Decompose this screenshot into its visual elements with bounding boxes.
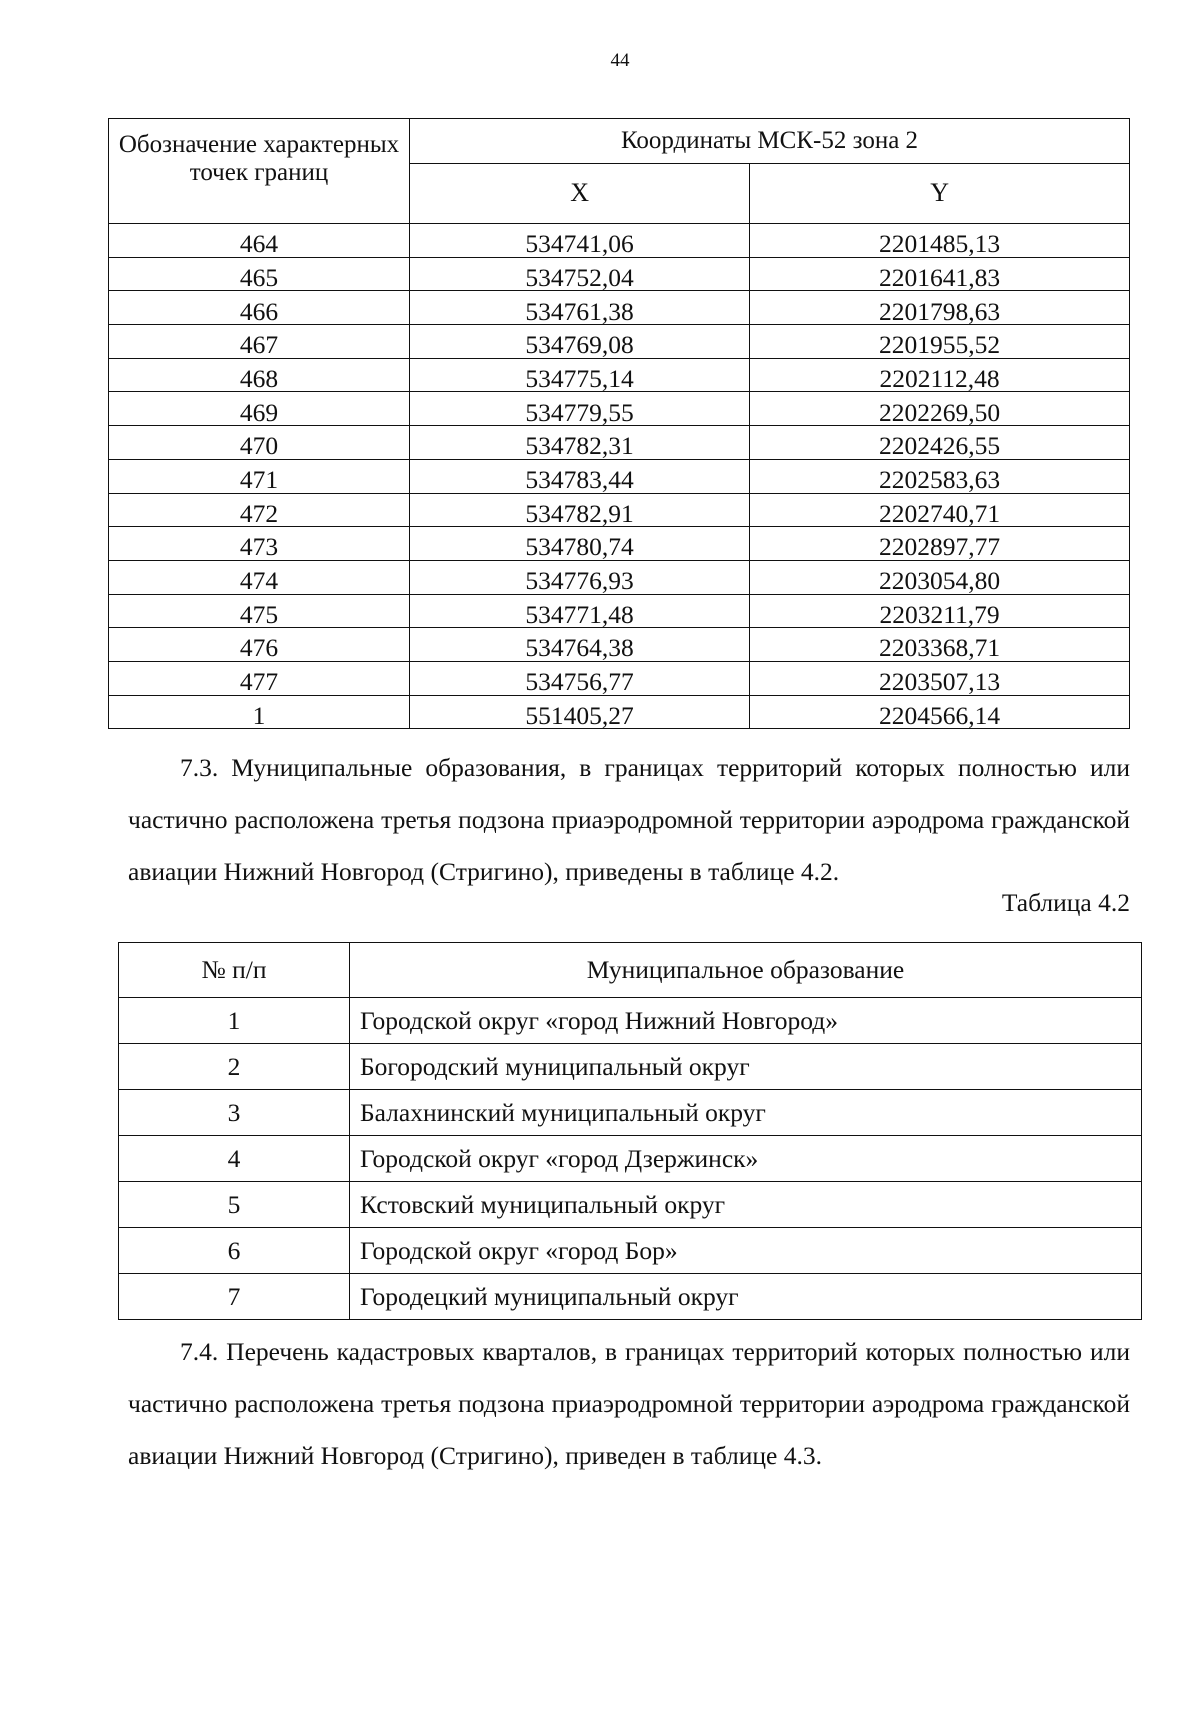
- row-number: 2: [119, 1044, 350, 1090]
- y-cell: 2201798,63: [750, 291, 1130, 325]
- point-cell: 475: [109, 594, 410, 628]
- table-row: [119, 998, 1142, 1044]
- header-municipality: Муниципальное образование: [350, 943, 1142, 998]
- y-cell: 2202269,50: [750, 392, 1130, 426]
- table-row: [109, 560, 1130, 594]
- table-row: [109, 257, 1130, 291]
- municipality-name: Городской округ «город Бор»: [350, 1228, 1142, 1274]
- x-cell: 534776,93: [410, 560, 750, 594]
- table-row: [119, 1274, 1142, 1320]
- x-cell: 534779,55: [410, 392, 750, 426]
- header-coordinates: Координаты МСК-52 зона 2: [410, 119, 1130, 164]
- header-number: № п/п: [119, 943, 350, 998]
- point-cell: 469: [109, 392, 410, 426]
- y-cell: 2202740,71: [750, 493, 1130, 527]
- table-row: [109, 426, 1130, 460]
- paragraph-7-3-text: 7.3. Муниципальные образования, в границах территорий которых полностью или частично расположена третья подзона приаэродромной территории аэродрома гражданской авиации Нижний Новгород (Стригино), приведены в таблице 4.2.: [128, 753, 1130, 886]
- table-row: [119, 1044, 1142, 1090]
- y-cell: 2202426,55: [750, 426, 1130, 460]
- table-row: [109, 493, 1130, 527]
- table-row: [109, 594, 1130, 628]
- y-cell: 2201955,52: [750, 325, 1130, 359]
- y-cell: 2202583,63: [750, 459, 1130, 493]
- header-y: Y: [750, 163, 1130, 224]
- table-row: [109, 459, 1130, 493]
- row-number: 5: [119, 1182, 350, 1228]
- y-cell: 2203054,80: [750, 560, 1130, 594]
- x-cell: 534741,06: [410, 224, 750, 258]
- x-cell: 534783,44: [410, 459, 750, 493]
- table-row: [109, 325, 1130, 359]
- x-cell: 534780,74: [410, 527, 750, 561]
- table-row: [109, 224, 1130, 258]
- municipal-table-body: [119, 998, 1142, 1320]
- x-cell: 551405,27: [410, 695, 750, 729]
- y-cell: 2201641,83: [750, 257, 1130, 291]
- y-cell: 2203507,13: [750, 661, 1130, 695]
- y-cell: 2202897,77: [750, 527, 1130, 561]
- coordinates-table-body: [109, 224, 1130, 729]
- paragraph-7-4: [128, 1326, 1130, 1482]
- y-cell: 2203368,71: [750, 628, 1130, 662]
- header-x: X: [410, 163, 750, 224]
- x-cell: 534756,77: [410, 661, 750, 695]
- point-cell: 476: [109, 628, 410, 662]
- table-row: [119, 1090, 1142, 1136]
- point-cell: 468: [109, 358, 410, 392]
- point-cell: 466: [109, 291, 410, 325]
- row-number: 6: [119, 1228, 350, 1274]
- page-number: 44: [610, 50, 630, 71]
- y-cell: 2201485,13: [750, 224, 1130, 258]
- table-row: [109, 392, 1130, 426]
- y-cell: 2204566,14: [750, 695, 1130, 729]
- table-row: [119, 1228, 1142, 1274]
- x-cell: 534764,38: [410, 628, 750, 662]
- table-caption: Таблица 4.2: [1001, 888, 1130, 917]
- municipality-name: Балахнинский муниципальный округ: [350, 1090, 1142, 1136]
- table-row: [109, 527, 1130, 561]
- point-cell: 477: [109, 661, 410, 695]
- table-row: [109, 358, 1130, 392]
- point-cell: 1: [109, 695, 410, 729]
- x-cell: 534769,08: [410, 325, 750, 359]
- table-row: [109, 661, 1130, 695]
- municipality-name: Городецкий муниципальный округ: [350, 1274, 1142, 1320]
- x-cell: 534775,14: [410, 358, 750, 392]
- row-number: 3: [119, 1090, 350, 1136]
- table-row: [119, 1136, 1142, 1182]
- y-cell: 2202112,48: [750, 358, 1130, 392]
- municipality-name: Богородский муниципальный округ: [350, 1044, 1142, 1090]
- municipality-name: Городской округ «город Дзержинск»: [350, 1136, 1142, 1182]
- point-cell: 467: [109, 325, 410, 359]
- row-number: 4: [119, 1136, 350, 1182]
- municipality-name: Кстовский муниципальный округ: [350, 1182, 1142, 1228]
- point-cell: 470: [109, 426, 410, 460]
- table-row: [109, 291, 1130, 325]
- row-number: 1: [119, 998, 350, 1044]
- x-cell: 534752,04: [410, 257, 750, 291]
- point-cell: 474: [109, 560, 410, 594]
- point-cell: 472: [109, 493, 410, 527]
- x-cell: 534782,31: [410, 426, 750, 460]
- table-row: [119, 1182, 1142, 1228]
- point-cell: 464: [109, 224, 410, 258]
- municipality-name: Городской округ «город Нижний Новгород»: [350, 998, 1142, 1044]
- table-row: [109, 628, 1130, 662]
- paragraph-7-3: [128, 742, 1130, 898]
- y-cell: 2203211,79: [750, 594, 1130, 628]
- coordinates-table: [108, 118, 1130, 729]
- municipal-table: [118, 942, 1142, 1320]
- x-cell: 534771,48: [410, 594, 750, 628]
- point-cell: 465: [109, 257, 410, 291]
- row-number: 7: [119, 1274, 350, 1320]
- point-cell: 471: [109, 459, 410, 493]
- table-row: [109, 695, 1130, 729]
- header-points: Обозначение характерных точек границ: [109, 119, 410, 224]
- x-cell: 534761,38: [410, 291, 750, 325]
- x-cell: 534782,91: [410, 493, 750, 527]
- paragraph-7-4-text: 7.4. Перечень кадастровых кварталов, в границах территорий которых полностью или частично расположена третья подзона приаэродромной территории аэродрома гражданской авиации Нижний Новгород (Стригино), приведен в таблице 4.3.: [128, 1337, 1130, 1470]
- point-cell: 473: [109, 527, 410, 561]
